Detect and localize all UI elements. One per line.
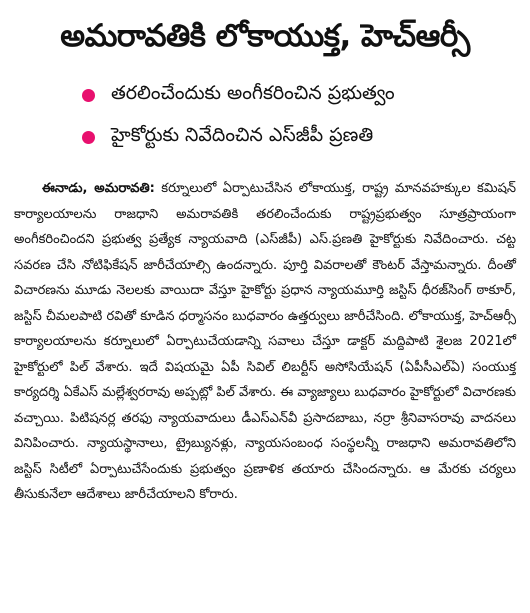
subhead-text: తరలించేందుకు అంగీకరించిన ప్రభుత్వం [111,81,395,104]
dateline: ఈనాడు, అమరావతి: [42,181,155,196]
article-body-text: కర్నూలులో ఏర్పాటుచేసిన లోకాయుక్త, రాష్ట్ర మానవహక్కుల కమిషన్ కార్యాలయాలను రాజధాని అమరావతికి తరలించేందుకు రాష్ట్రప్రభుత్వం సూత్రప్రాయంగా అంగీకరించిందని ప్రభుత్వ ప్రత్యేక న్యాయవాది (ఎస్‌జీపీ) ఎస్.ప్రణతి హైకోర్టుకు నివేదించారు. చట్ట సవరణ చేసి నోటిఫికేషన్ జారీచేయాల్సి ఉందన్నారు. పూర్తి వివరాలతో కౌంటర్ వేస్తామన్నారు. దీంతో విచారణను మూడు నెలలకు వాయిదా వేస్తూ హైకోర్టు ప్రధాన న్యాయమూర్తి జస్టిస్ ధీరజ్‌సింగ్ ఠాకూర్, జస్టిస్ చీమలపాటి రవితో కూడిన ధర్మాసనం బుధవారం ఉత్తర్వులు జారీచేసింది. లోకాయుక్త, హెచ్‌ఆర్సీ కార్యాలయాలను కర్నూలులో ఏర్పాటుచేయడాన్ని సవాలు చేస్తూ డాక్టర్ మద్దిపాటి శైలజ 2021లో హైకోర్టులో పిల్ వేశారు. ఇదే విషయమై ఏపీ సివిల్ లిబర్టీస్ అసోసియేషన్ (ఏపీసీఎల్ఏ) సంయుక్త కార్యదర్శి ఏకేఎస్ మల్లేశ్వరరావు అప్పట్లో పిల్ వేశారు. ఈ వ్యాజ్యాలు బుధవారం హైకోర్టులో విచారణకు వచ్చాయి. పిటిషనర్ల తరఫు న్యాయవాదులు డీఎస్ఎన్‌వీ ప్రసాదబాబు, నర్రా శ్రీనివాసరావు వాదనలు వినిపించారు. న్యాయస్థానాలు, ట్రైబ్యునళ్లు, న్యాయసంబంధ సంస్థలన్నీ రాజధాని అమరావతిలోని జస్టిస్ సిటీలో ఏర్పాటుచేసేందుకు ప్రభుత్వం ప్రణాళిక తయారు చేసిందన్నారు. ఆ మేరకు చర్యలు తీసుకునేలా ఆదేశాలు జారీచేయాలని కోరారు. [14,181,516,502]
pink-bullet-icon [82,131,95,144]
subhead-item [82,74,516,116]
pink-bullet-icon [82,89,95,102]
subhead-item [82,116,516,158]
article-body [14,176,516,508]
subhead-text: హైకోర్టుకు నివేదించిన ఎస్‌జీపీ ప్రణతి [111,123,374,146]
headline: అమరావతికి లోకాయుక్త, హెచ్‌ఆర్సీ [60,18,470,54]
subhead-list [14,74,516,158]
